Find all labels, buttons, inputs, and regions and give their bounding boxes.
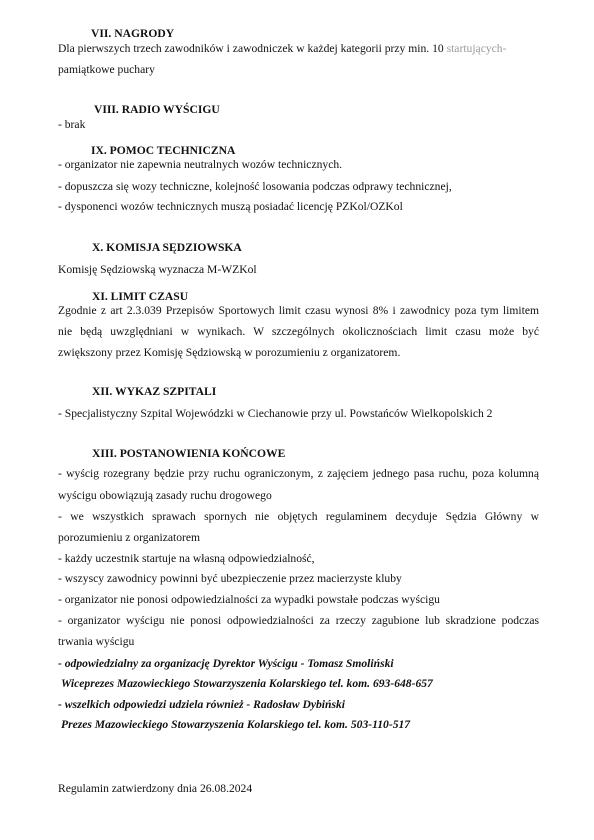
- limit-line: zwiększony przez Komisję Sędziowską w porozumieniu z organizatorem.: [58, 346, 401, 359]
- section-heading-nagrody: VII. NAGRODY: [91, 27, 175, 40]
- section-heading-limit: XI. LIMIT CZASU: [92, 290, 189, 303]
- pomoc-line: - dopuszcza się wozy techniczne, kolejność losowania podczas odprawy technicznej,: [58, 180, 452, 193]
- postanowienia-line: - każdy uczestnik startuje na własną odpowiedzialność,: [58, 552, 315, 565]
- szpitale-text: - Specjalistyczny Szpital Wojewódzki w Ciechanowie przy ul. Powstańców Wielkopolskich 2: [58, 407, 493, 420]
- postanowienia-line: wyścigu obowiązują zasady ruchu drogowego: [58, 489, 272, 502]
- section-heading-postanowienia: XIII. POSTANOWIENIA KOŃCOWE: [92, 447, 286, 460]
- postanowienia-line: - wszyscy zawodnicy powinni być ubezpieczenie przez macierzyste kluby: [58, 572, 402, 585]
- nagrody-text-faded: startujących-: [446, 42, 507, 55]
- section-heading-komisja: X. KOMISJA SĘDZIOWSKA: [92, 241, 242, 254]
- limit-line: nie będą uwzględniani w wynikach. W szczególnych okolicznościach limit czasu może być: [58, 325, 539, 338]
- radio-text: - brak: [58, 118, 86, 131]
- contact-president-line: Prezes Mazowieckiego Stowarzyszenia Kolarskiego tel. kom. 503-110-517: [61, 718, 411, 731]
- postanowienia-line: - organizator wyścigu nie ponosi odpowiedzialności za rzeczy zagubione lub skradzione podczas: [58, 614, 539, 627]
- approval-date: Regulamin zatwierdzony dnia 26.08.2024: [58, 782, 253, 795]
- section-heading-radio: VIII. RADIO WYŚCIGU: [94, 103, 220, 116]
- postanowienia-line: - we wszystkich sprawach spornych nie objętych regulaminem decyduje Sędzia Główny w: [58, 510, 539, 523]
- postanowienia-line: porozumieniu z organizatorem: [58, 531, 201, 544]
- postanowienia-line: trwania wyścigu: [58, 635, 135, 648]
- contact-person-line: - wszelkich odpowiedzi udziela również - Radosław Dybiński: [58, 698, 345, 711]
- komisja-text: Komisję Sędziowską wyznacza M-WZKol: [58, 263, 257, 276]
- section-heading-szpitale: XII. WYKAZ SZPITALI: [92, 385, 217, 398]
- nagrody-text-line2: pamiątkowe puchary: [58, 63, 155, 76]
- organizer-vice-line: Wiceprezes Mazowieckiego Stowarzyszenia Kolarskiego tel. kom. 693-648-657: [61, 677, 433, 690]
- limit-line: Zgodnie z art 2.3.039 Przepisów Sportowych limit czasu wynosi 8% i zawodnicy poza tym limitem: [58, 304, 539, 317]
- nagrody-text: Dla pierwszych trzech zawodników i zawodniczek w każdej kategorii przy min. 10: [58, 42, 444, 55]
- postanowienia-line: - wyścig rozegrany będzie przy ruchu ograniczonym, z zajęciem jednego pasa ruchu, poza kolumną: [58, 467, 539, 480]
- pomoc-line: - organizator nie zapewnia neutralnych wozów technicznych.: [58, 158, 343, 171]
- organizer-director-line: - odpowiedzialny za organizację Dyrektor Wyścigu - Tomasz Smoliński: [58, 657, 394, 670]
- pomoc-line: - dysponenci wozów technicznych muszą posiadać licencję PZKol/OZKol: [58, 200, 403, 213]
- section-heading-pomoc: IX. POMOC TECHNICZNA: [91, 144, 236, 157]
- nagrody-text-line: [58, 41, 506, 56]
- postanowienia-line: - organizator nie ponosi odpowiedzialności za wypadki powstałe podczas wyścigu: [58, 593, 440, 606]
